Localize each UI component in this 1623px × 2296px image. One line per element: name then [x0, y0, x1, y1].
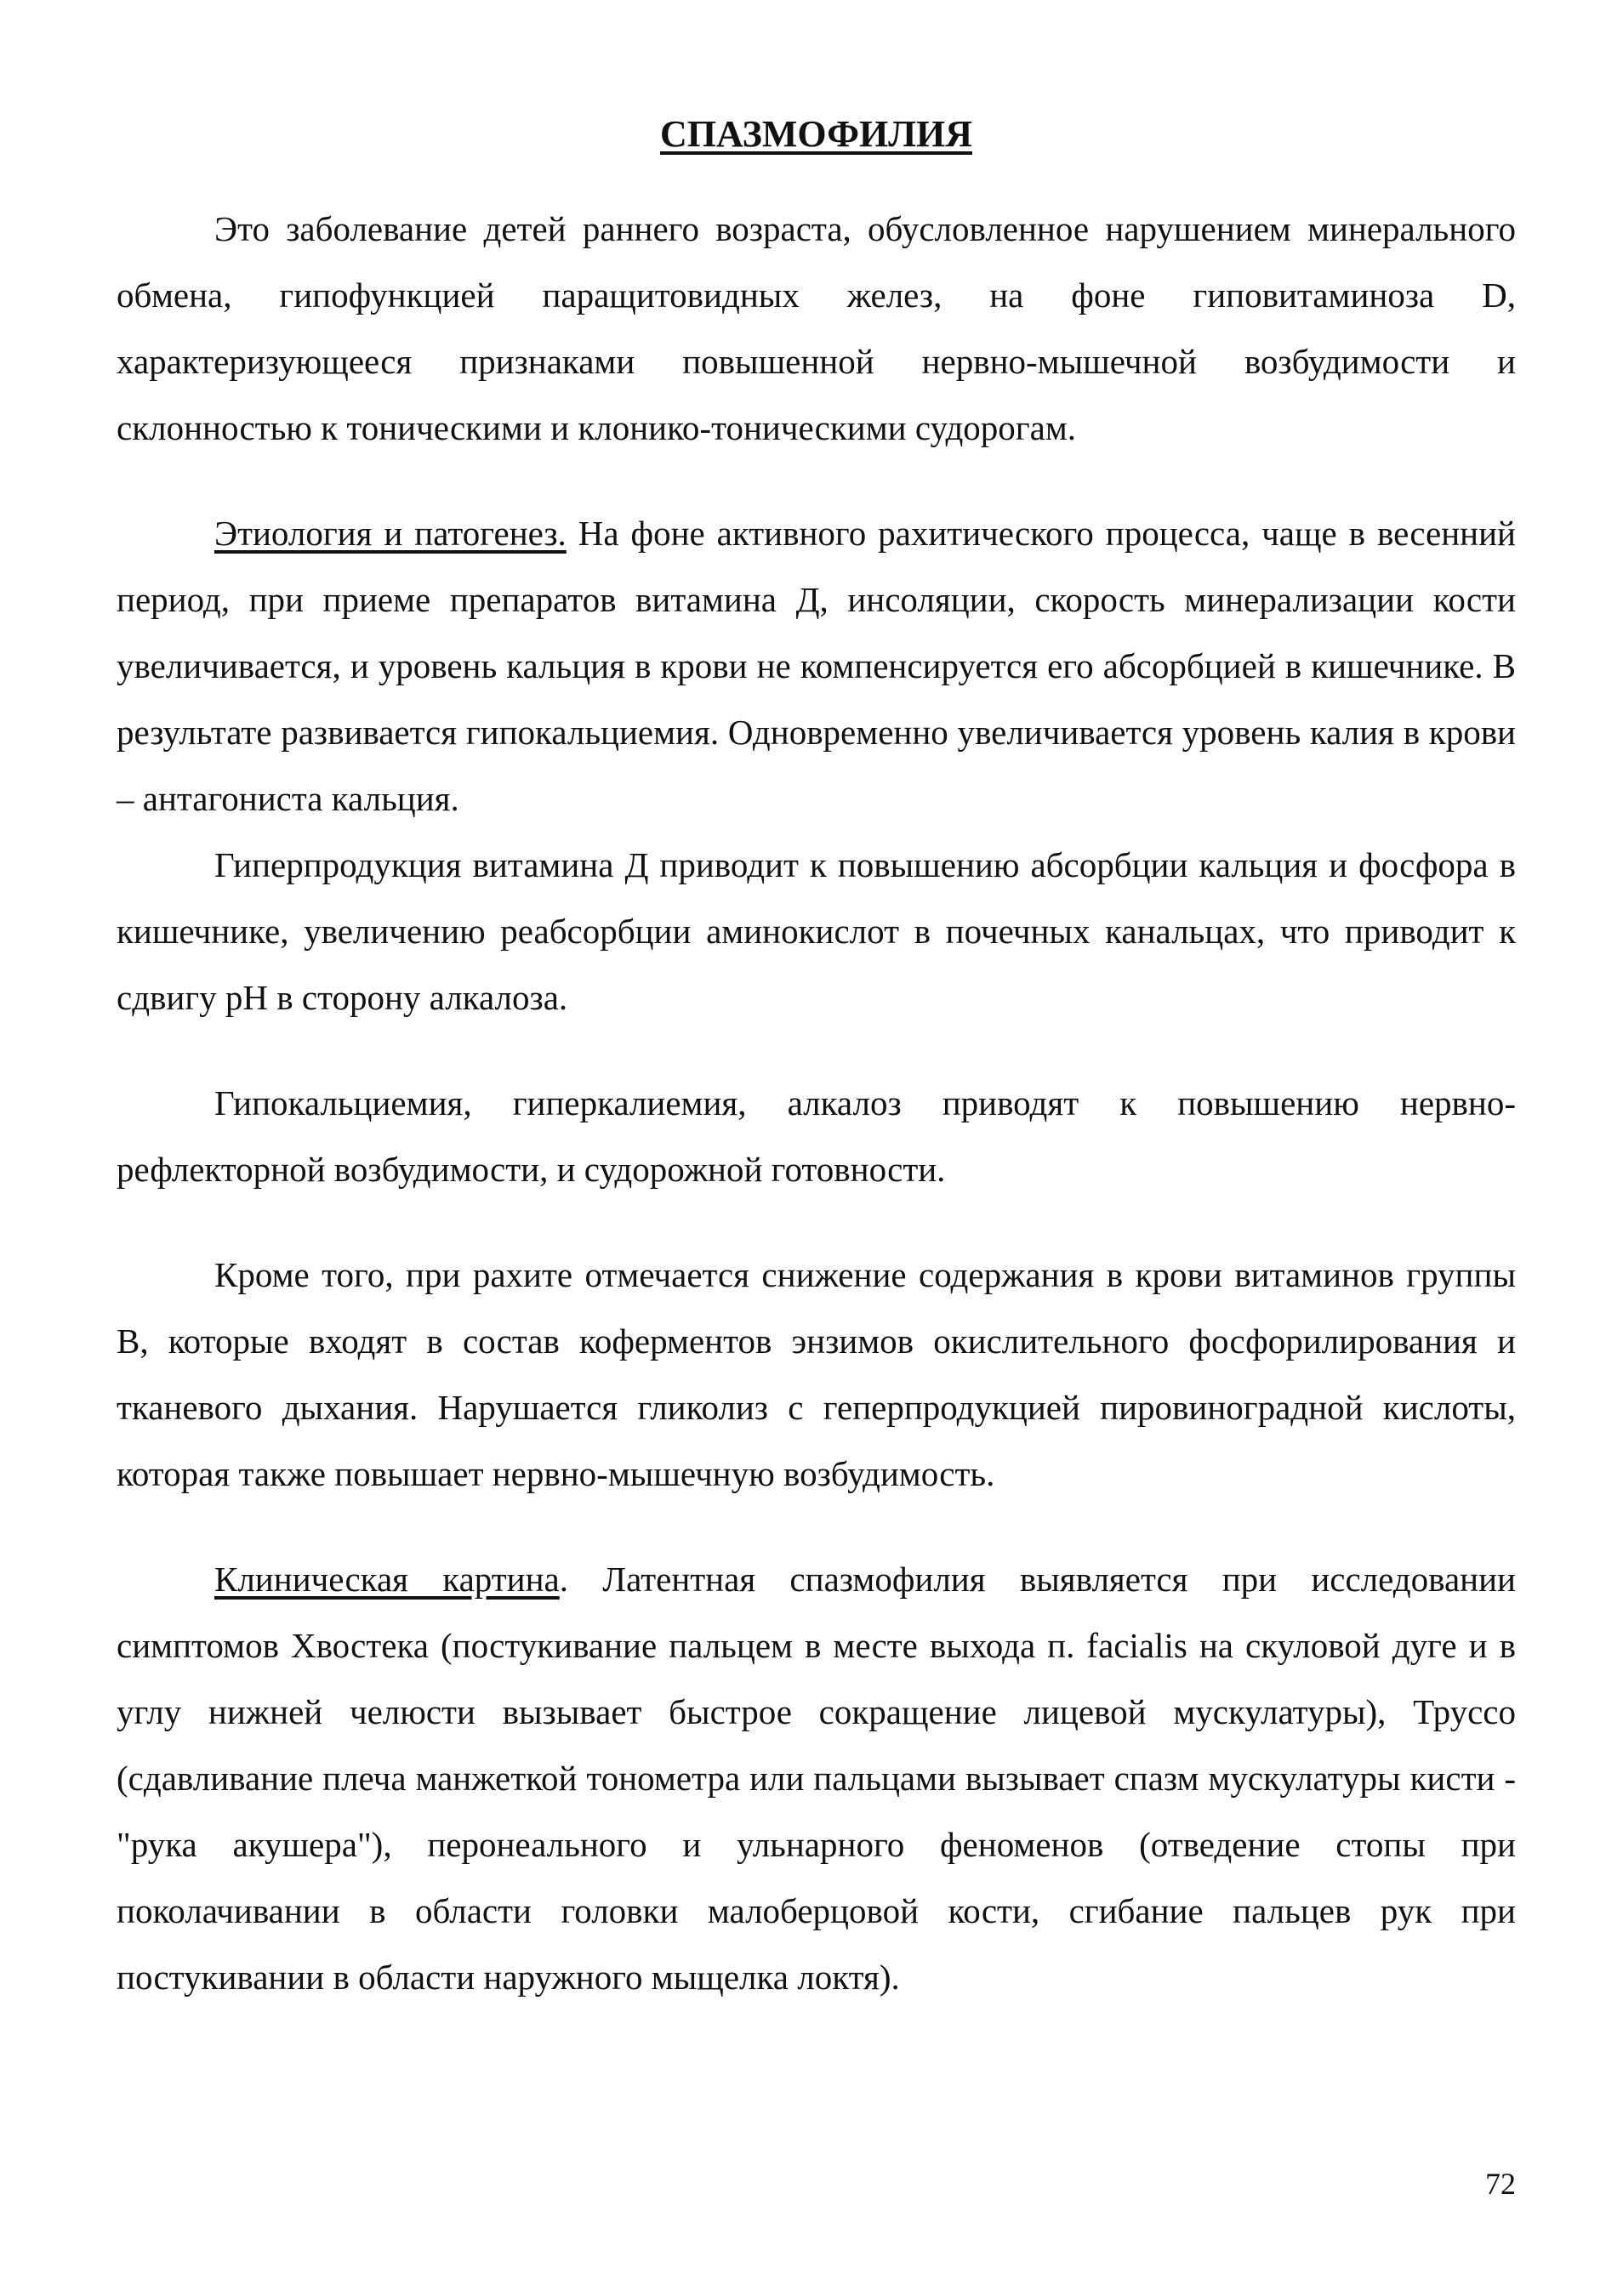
hyperproduction-paragraph: Гиперпродукция витамина Д приводит к повышению абсорбции кальция и фосфора в кишечнике, увеличению реабсорбции аминокислот в почечных канальцах, что приводит к сдвигу pH в сторону алкалоза.: [117, 845, 1516, 1017]
etiology-heading: Этиология и патогенез.: [214, 514, 567, 553]
document-body: [117, 109, 1516, 2010]
hypocalcemia-paragraph: Гипокальциемия, гиперкалиемия, алкалоз приводят к повышению нервно-рефлекторной возбудимости, и судорожной готовности.: [117, 1083, 1516, 1189]
etiology-text: На фоне активного рахитического процесса, чаще в весенний период, при приеме препаратов витамина Д, инсоляции, скорость минерализации кости увеличивается, и уровень кальция в крови не компенсируется его абсорбцией в кишечнике. В результате развивается гипокальциемия. Одновременно увеличивается уровень калия в крови – антагониста кальция.: [117, 514, 1516, 818]
paragraph-gap: [117, 1507, 1516, 1546]
page-number: 72: [1485, 2167, 1516, 2201]
intro-paragraph: Это заболевание детей раннего возраста, обусловленное нарушением минерального обмена, гипофункцией паращитовидных желез, на фоне гиповитаминоза D, характеризующееся признаками повышенной нервно-мышечной возбудимости и склонностью к тоническими и клонико-тоническими судорогам.: [117, 209, 1516, 447]
paragraph-gap: [117, 1031, 1516, 1070]
paragraph-gap: [117, 461, 1516, 500]
clinical-paragraph: [117, 1546, 1516, 2010]
paragraph-gap: [117, 1202, 1516, 1242]
page-title: СПАЗМОФИЛИЯ: [660, 113, 972, 155]
etiology-paragraph: [117, 500, 1516, 832]
vitamins-paragraph: Кроме того, при рахите отмечается снижение содержания в крови витаминов группы В, которые входят в состав коферментов энзимов окислительного фосфорилирования и тканевого дыхания. Нарушается гликолиз с геперпродукцией пировиноградной кислоты, которая также повышает нервно-мышечную возбудимость.: [117, 1255, 1516, 1493]
clinical-text: . Латентная спазмофилия выявляется при исследовании симптомов Хвостека (постукивание пальцем в месте выхода п. facialis на скуловой дуге и в углу нижней челюсти вызывает быстрое сокращение лицевой мускулатуры), Труссо (сдавливание плеча манжеткой тонометра или пальцами вызывает спазм мускулатуры кисти - "рука акушера"), перонеального и ульнарного феноменов (отведение стопы при поколачивании в области головки малоберцовой кости, сгибание пальцев рук при постукивании в области наружного мыщелка локтя).: [117, 1560, 1516, 1997]
clinical-heading: Клиническая картина: [214, 1560, 560, 1599]
